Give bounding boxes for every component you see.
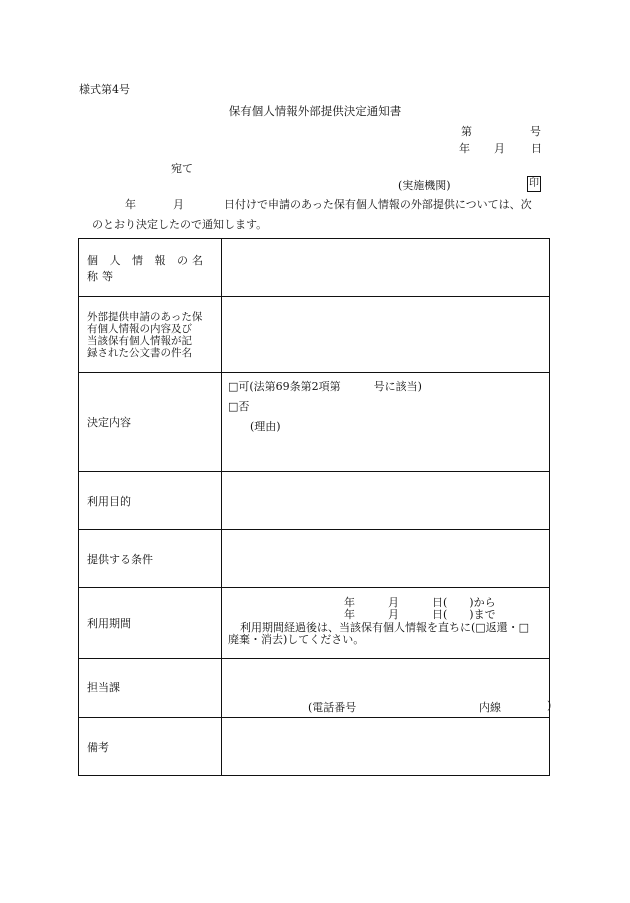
label-request-content-line: 録された公文書の件名 — [87, 346, 192, 359]
label-request-content-line: 当該保有個人情報が記 — [87, 334, 192, 347]
table-row — [79, 239, 550, 297]
label-personal-info-name: 個 人 情 報 の名称等 — [87, 253, 207, 283]
value-usage-period — [222, 588, 550, 659]
table-row — [79, 588, 550, 659]
label-request-content-line: 有個人情報の内容及び — [87, 322, 192, 335]
value-decision — [222, 373, 550, 472]
table-row — [79, 718, 550, 776]
label-remarks: 備考 — [87, 740, 109, 754]
addressee-suffix: 宛て — [171, 162, 193, 175]
value-remarks[interactable] — [222, 718, 550, 776]
intro-year: 年 — [125, 198, 136, 211]
table-row — [79, 373, 550, 472]
intro-text-line1: 日付けで申請のあった保有個人情報の外部提供については、次 — [224, 198, 532, 211]
date-month: 月 — [494, 142, 505, 155]
phone-close-paren: ) — [547, 699, 552, 712]
label-request-content-line: 外部提供申請のあった保 — [87, 310, 203, 323]
table-row — [79, 530, 550, 588]
value-request-content[interactable] — [222, 297, 550, 373]
intro-month: 月 — [173, 198, 184, 211]
value-conditions[interactable] — [222, 530, 550, 588]
value-department — [222, 659, 550, 718]
number-prefix: 第 — [461, 125, 472, 138]
label-usage-period: 利用期間 — [87, 617, 131, 630]
extension-label: 内線 — [479, 701, 501, 714]
table-row — [79, 297, 550, 373]
date-day: 日 — [531, 142, 542, 155]
document-title: 保有個人情報外部提供決定通知書 — [228, 104, 402, 118]
table-row — [79, 472, 550, 530]
value-personal-info-name[interactable] — [222, 239, 550, 297]
value-purpose[interactable] — [222, 472, 550, 530]
label-conditions: 提供する条件 — [87, 552, 153, 566]
seal-mark: 印 — [527, 176, 541, 192]
phone-label: (電話番号 — [308, 701, 357, 714]
label-purpose: 利用目的 — [87, 494, 131, 508]
option-deny[interactable]: □否 — [228, 400, 250, 413]
agency-label: (実施機関) — [398, 179, 451, 192]
period-to[interactable]: 年 月 日( )まで — [344, 608, 496, 621]
period-from[interactable]: 年 月 日( )から — [344, 596, 496, 609]
period-note-line1: 利用期間経過後は、当該保有個人情報を直ちに(□返還・□ — [240, 621, 530, 634]
form-number: 様式第4号 — [79, 83, 130, 96]
reason-label: (理由) — [250, 420, 281, 433]
intro-text-line2: のとおり決定したので通知します。 — [92, 218, 268, 231]
decision-table — [78, 238, 550, 776]
number-suffix: 号 — [530, 125, 541, 138]
option-approve[interactable]: □可(法第69条第2項第 号に該当) — [228, 380, 422, 393]
period-note-line2: 廃棄・消去)してください。 — [228, 633, 365, 646]
label-department: 担当課 — [87, 681, 120, 694]
table-row — [79, 659, 550, 718]
date-year: 年 — [459, 142, 470, 155]
label-decision: 決定内容 — [87, 416, 131, 429]
